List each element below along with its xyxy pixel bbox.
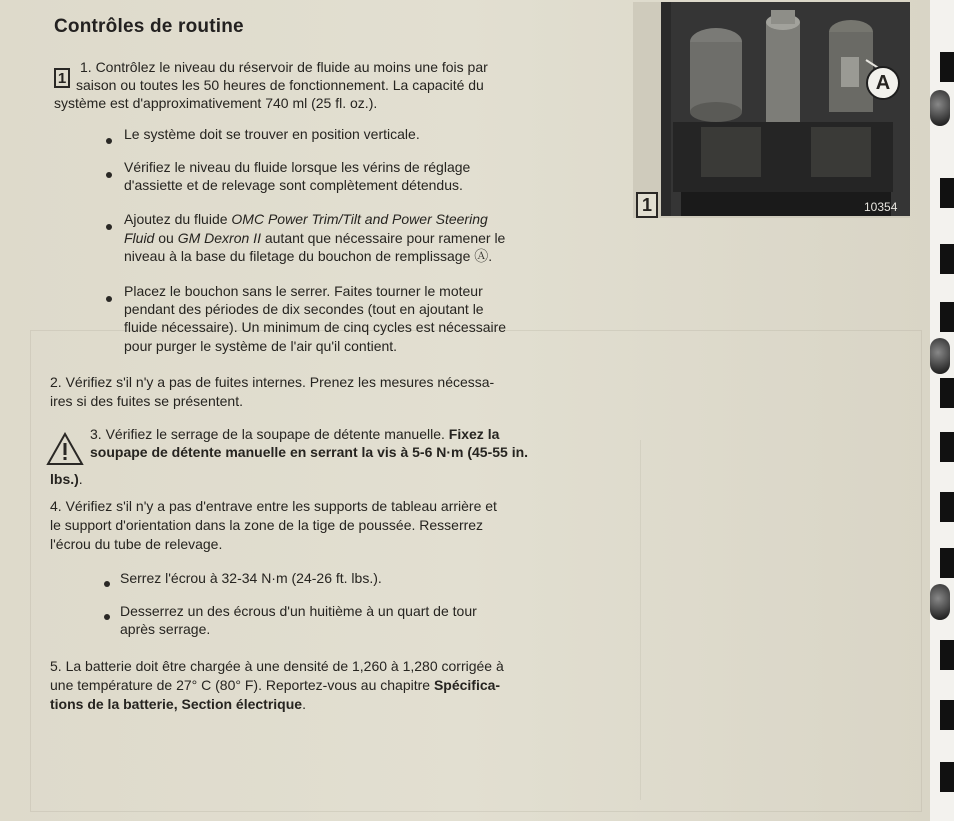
step-4-line-3: l'écrou du tube de relevage. <box>50 536 223 552</box>
step-2-line-2: ires si des fuites se présentent. <box>50 393 243 409</box>
warning-triangle-icon <box>46 432 84 466</box>
step-1-line-2: saison ou toutes les 50 heures de fonctionnement. La capacité du <box>76 77 484 93</box>
figure-marker-box: 1 <box>636 192 658 218</box>
step-1-bullet-4-line-4: pour purger le système de l'air qu'il contient. <box>124 338 398 354</box>
figure-number: 10354 <box>864 200 898 214</box>
step-5-line-2 <box>50 676 500 695</box>
binding-hole <box>940 640 954 670</box>
binding-hole <box>940 492 954 522</box>
step-1-bullet-2-line-1: Vérifiez le niveau du fluide lorsque les vérins de réglage <box>124 159 471 175</box>
step-3-plain: 3. Vérifiez le serrage de la soupape de détente manuelle. <box>90 426 449 442</box>
step-5-bold-start: Spécifica- <box>433 677 501 693</box>
step-3-line-1 <box>90 425 499 444</box>
step-3-bold-start: Fixez la <box>448 426 500 442</box>
show-through-diagram-right <box>640 440 911 800</box>
page-title: Contrôles de routine <box>54 16 244 37</box>
binding-hole <box>940 548 954 578</box>
bullet-3-prefix: Ajoutez du fluide <box>124 211 232 227</box>
hydraulic-unit-illustration <box>661 2 910 216</box>
bullet-3-or: ou <box>154 230 178 246</box>
figure-photo-frame <box>633 2 910 218</box>
step-5-period: . <box>302 696 306 712</box>
bullet-dot <box>104 614 110 620</box>
bullet-dot <box>106 172 112 178</box>
step-4-bullet-2-line-2: après serrage. <box>120 621 211 637</box>
binding-ring <box>930 90 950 126</box>
step-4-line-1: 4. Vérifiez s'il n'y a pas d'entrave entre les supports de tableau arrière et <box>50 498 497 514</box>
bullet-dot <box>106 224 112 230</box>
step-1-line-1: 1. Contrôlez le niveau du réservoir de fluide au moins une fois par <box>80 59 488 75</box>
step-1-bullet-4-line-2: pendant des périodes de dix secondes (tout en ajoutant le <box>124 301 484 317</box>
step-5-bold-end: tions de la batterie, Section électrique <box>50 696 303 712</box>
bullet-3-rest: autant que nécessaire pour ramener le <box>260 230 506 246</box>
binding-ring <box>930 584 950 620</box>
bullet-dot <box>104 581 110 587</box>
step-1-line-3: système est d'approximativement 740 ml (25 fl. oz.). <box>54 95 378 111</box>
binding-hole <box>940 378 954 408</box>
binding-hole <box>940 700 954 730</box>
binding-hole <box>940 178 954 208</box>
step-1-bullet-1: Le système doit se trouver en position verticale. <box>124 126 420 142</box>
step-1-bullet-2-line-2: d'assiette et de relevage sont complètement détendus. <box>124 177 463 193</box>
step-5-line-1: 5. La batterie doit être chargée à une densité de 1,260 à 1,280 corrigée à <box>50 658 504 674</box>
step-1-bullet-3-line-1 <box>124 210 488 229</box>
bullet-dot <box>106 296 112 302</box>
bullet-3-dexron: GM Dexron II <box>177 230 261 246</box>
step-4-bullet-1: Serrez l'écrou à 32-34 N·m (24-26 ft. lbs.). <box>120 570 382 586</box>
step-5-plain: une température de 27° C (80° F). Reportez-vous au chapitre <box>50 677 434 693</box>
step-3-period: . <box>78 471 83 487</box>
binding-hole <box>940 762 954 792</box>
step-3-units: lbs.) <box>50 471 79 487</box>
step-2-line-1: 2. Vérifiez s'il n'y a pas de fuites internes. Prenez les mesures nécessa- <box>50 374 495 390</box>
step-1-bullet-3-line-2 <box>124 229 505 248</box>
binding-hole <box>940 432 954 462</box>
step-1-bullet-3-line-3: niveau à la base du filetage du bouchon de remplissage Ⓐ. <box>124 248 493 264</box>
spiral-binding <box>930 0 954 821</box>
step-1-marker-box: 1 <box>54 68 70 88</box>
bullet-3-product: OMC Power Trim/Tilt and Power Steering <box>231 211 488 227</box>
step-1-bullet-4-line-3: fluide nécessaire). Un minimum de cinq cycles est nécessaire <box>124 319 507 335</box>
trim-tilt-unit-photo <box>661 2 910 216</box>
binding-hole <box>940 52 954 82</box>
step-1-bullet-4-line-1: Placez le bouchon sans le serrer. Faites tourner le moteur <box>124 283 483 299</box>
step-4-bullet-2-line-1: Desserrez un des écrous d'un huitième à un quart de tour <box>120 603 477 619</box>
callout-a-label: A <box>866 66 900 100</box>
step-5-line-3 <box>50 695 306 714</box>
binding-hole <box>940 244 954 274</box>
bullet-dot <box>106 138 112 144</box>
step-3-line-2: soupape de détente manuelle en serrant la vis à 5-6 N·m (45-55 in. <box>90 444 529 460</box>
step-4-line-2: le support d'orientation dans la zone de la tige de poussée. Resserrez <box>50 517 484 533</box>
binding-hole <box>940 302 954 332</box>
bullet-3-fluid: Fluid <box>124 230 155 246</box>
step-3-line-3 <box>50 470 83 489</box>
binding-ring <box>930 338 950 374</box>
